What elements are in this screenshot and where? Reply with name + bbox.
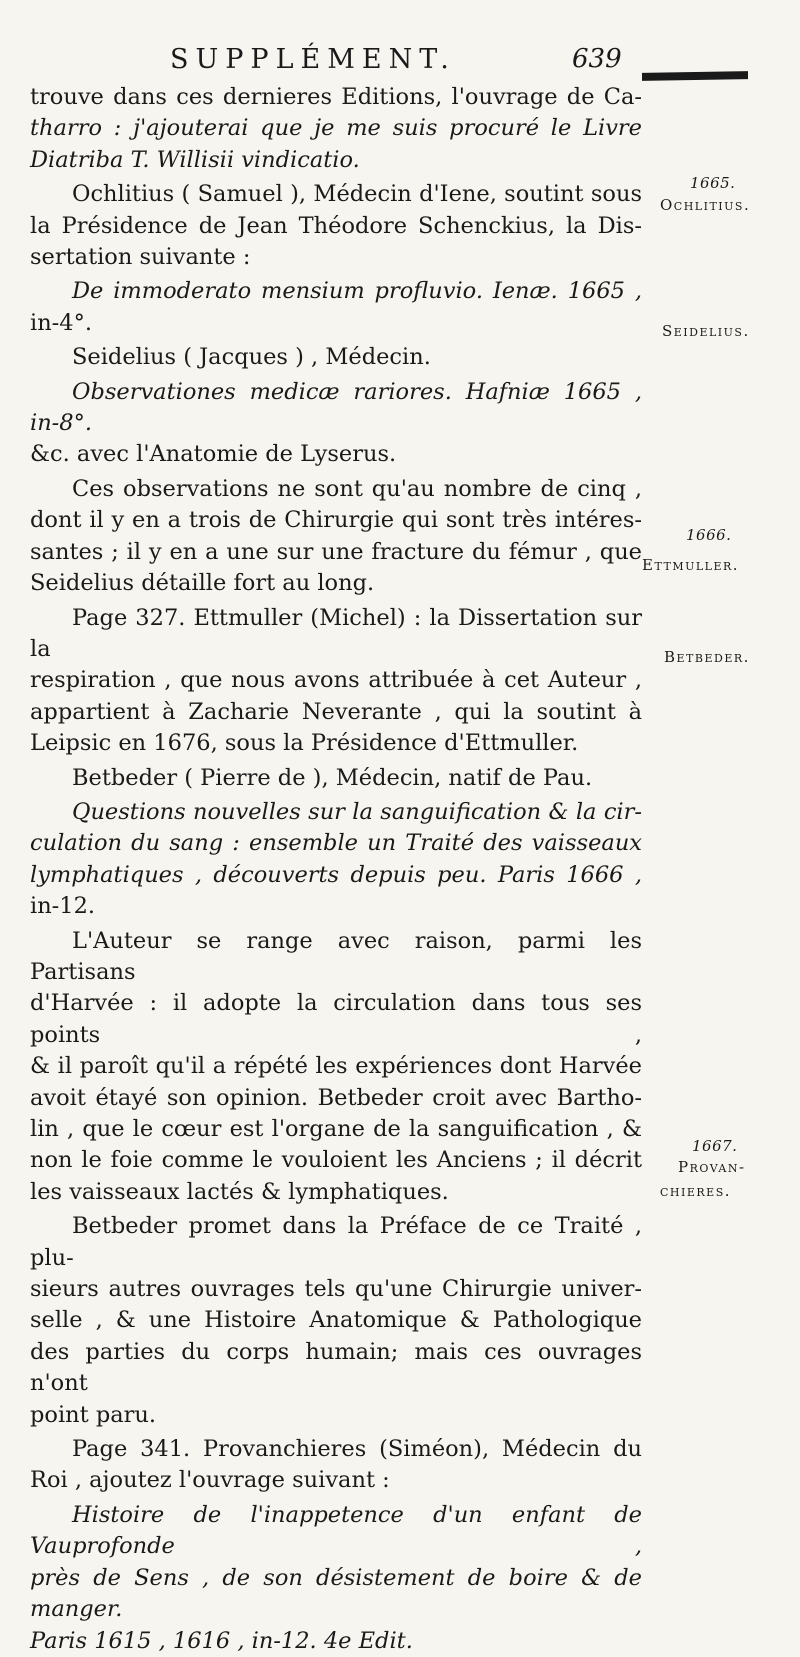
text-line: Paris 1615 , 1616 , in-12. 4e Edit.	[30, 1627, 413, 1654]
paragraph	[30, 474, 642, 600]
text-line: L'Auteur se range avec raison, parmi les Partisans	[30, 927, 642, 985]
text-line: tharro : j'ajouterai que je me suis procuré le Livre	[30, 115, 642, 142]
text-line: lymphatiques , découverts depuis peu. Paris 1666 ,	[30, 861, 642, 888]
entry-provanchieres	[30, 1434, 642, 1497]
text-line: Ochlitius ( Samuel ), Médecin d'Iene, soutint sous	[72, 181, 642, 208]
title-seidelius	[30, 377, 642, 471]
entry-seidelius	[30, 342, 642, 373]
text-line: De immoderato mensium profluvio. Ienæ. 1665 ,	[72, 278, 642, 305]
text-line: respiration , que nous avons attribuée à cet Auteur ,	[30, 667, 642, 694]
text-line: avoit étayé son opinion. Betbeder croit avec Bartho-	[30, 1084, 642, 1111]
text-line: Seidelius détaille fort au long.	[30, 570, 375, 597]
page-number: 639	[572, 44, 622, 74]
margin-name: Ettmuller.	[642, 556, 740, 574]
entry-ettmuller	[30, 603, 642, 760]
text-line: selle , & une Histoire Anatomique & Pathologique	[30, 1307, 642, 1334]
margin-year: 1667.	[692, 1137, 738, 1155]
body-text	[30, 82, 642, 1657]
text-line: culation du sang : ensemble un Traité des vaisseaux	[30, 830, 642, 857]
text-line: d'Harvée : il adopte la circulation dans tous ses points ,	[30, 990, 642, 1048]
text-line: Leipsic en 1676, sous la Présidence d'Ettmuller.	[30, 730, 579, 757]
text-line: appartient à Zacharie Neverante , qui la soutint à	[30, 698, 642, 725]
margin-name: Seidelius.	[662, 322, 750, 340]
text-line: & il paroît qu'il a répété les expériences dont Harvée	[30, 1053, 642, 1080]
text-line: Seidelius ( Jacques ) , Médecin.	[72, 344, 431, 371]
paragraph	[30, 926, 642, 1209]
margin-year: 1666.	[686, 526, 732, 544]
margin-year: 1665.	[690, 174, 736, 192]
margin-name: chieres.	[660, 1182, 731, 1200]
title-ochlitius	[30, 276, 642, 339]
title-provanchieres	[30, 1500, 642, 1657]
text-line: Questions nouvelles sur la sanguification & la cir-	[72, 798, 642, 825]
text-line: des parties du corps humain; mais ces ouvrages n'ont	[30, 1338, 642, 1397]
paragraph	[30, 1211, 642, 1431]
text-line: la Présidence de Jean Théodore Schenckius, la Dis-	[30, 212, 642, 239]
margin-name: Provan-	[678, 1158, 746, 1176]
text-line: Histoire de l'inappetence d'un enfant de Vauprofonde ,	[30, 1501, 642, 1560]
text-line: sertation suivante :	[30, 244, 251, 271]
margin-notes	[642, 0, 800, 1314]
text-line: non le foie comme le vouloient les Anciens ; il décrit	[30, 1147, 642, 1174]
text-line: les vaisseaux lactés & lymphatiques.	[30, 1178, 449, 1205]
text-line: trouve dans ces dernieres Editions, l'ouvrage de Ca-	[30, 84, 642, 110]
text-line: sieurs autres ouvrages tels qu'une Chirurgie univer-	[30, 1276, 642, 1303]
text-line: in-4°.	[30, 309, 93, 336]
margin-name: Betbeder.	[664, 648, 750, 666]
text-line: lin , que le cœur est l'organe de la sanguification , &	[30, 1116, 642, 1142]
text-line: santes ; il y en a une sur une fracture du fémur , que	[30, 538, 642, 565]
text-line: point paru.	[30, 1401, 157, 1428]
text-line: près de Sens , de son désistement de boire & de manger.	[30, 1564, 642, 1623]
text-line: Roi , ajoutez l'ouvrage suivant :	[30, 1467, 390, 1494]
text-line: Betbeder promet dans la Préface de ce Traité , plu-	[30, 1213, 642, 1271]
entry-betbeder	[30, 763, 642, 794]
margin-name: Ochlitius.	[660, 196, 751, 214]
text-line: Betbeder ( Pierre de ), Médecin, natif de Pau.	[72, 764, 593, 791]
running-head: SUPPLÉMENT.	[170, 44, 456, 75]
text-line: in-12.	[30, 893, 96, 920]
text-line: Observationes medicæ rariores. Hafniæ 1665 , in-8°.	[30, 378, 642, 437]
text-line: Ces observations ne sont qu'au nombre de cinq ,	[72, 475, 642, 502]
paragraph	[30, 82, 642, 176]
title-betbeder	[30, 797, 642, 923]
entry-ochlitius	[30, 179, 642, 273]
text-line: dont il y en a trois de Chirurgie qui sont très intéres-	[30, 507, 642, 534]
text-line: Page 341. Provanchieres (Siméon), Médecin du	[72, 1436, 642, 1463]
text-line: &c. avec l'Anatomie de Lyserus.	[30, 441, 397, 468]
text-line: Diatriba T. Willisii vindicatio.	[30, 146, 360, 173]
text-line: Page 327. Ettmuller (Michel) : la Dissertation sur la	[30, 604, 642, 662]
